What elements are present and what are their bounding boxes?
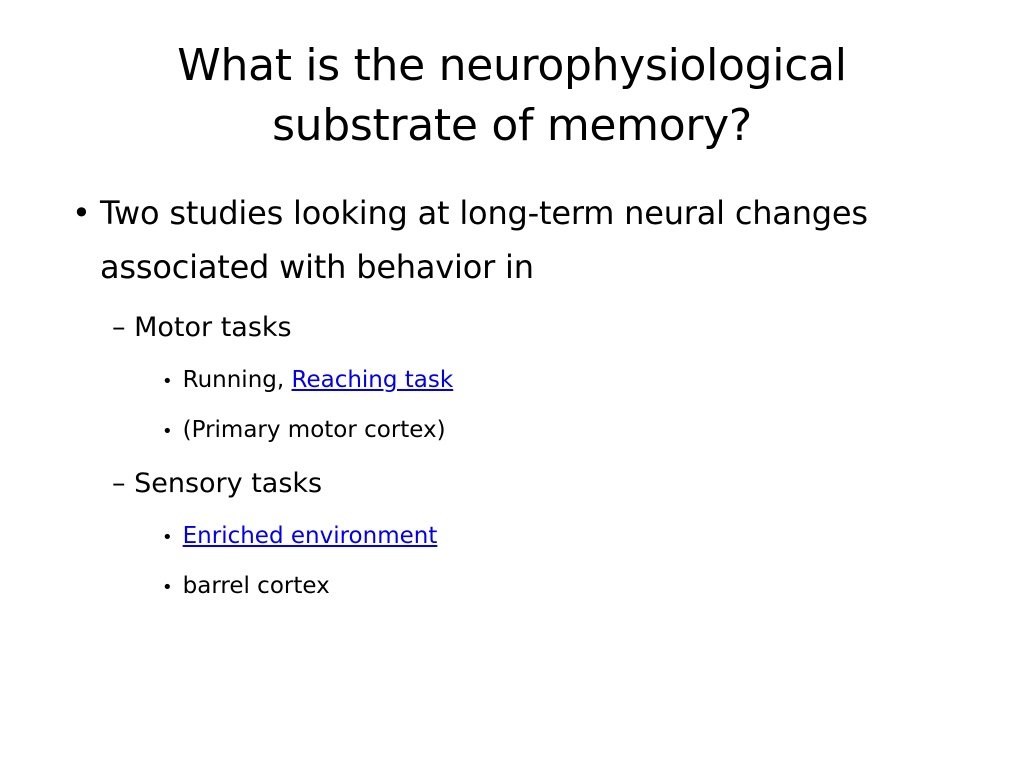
- motor-item-primary-motor-cortex: [162, 415, 446, 447]
- sensory-dash-marker: –: [112, 468, 126, 499]
- barrel-cortex-text: barrel cortex: [182, 573, 330, 599]
- sensory-item-barrel-cortex: [162, 571, 330, 603]
- motor-item-running: [162, 365, 453, 397]
- sensory-item-enriched-environment: [162, 521, 437, 553]
- enriched-environment-link[interactable]: Enriched environment: [182, 523, 438, 549]
- slide-title-line-2: substrate of memory?: [272, 100, 752, 151]
- subbullet-motor-tasks: [112, 310, 292, 346]
- primary-motor-cortex-text: (Primary motor cortex): [182, 417, 446, 443]
- subbullet-sensory-tasks: [112, 466, 322, 502]
- sensory-tasks-label: Sensory tasks: [134, 468, 323, 499]
- slide-title-line-1: What is the neurophysiological: [177, 40, 847, 91]
- sensory-item-2-marker: •: [162, 577, 173, 598]
- bullet-main-marker: •: [72, 194, 91, 232]
- motor-dash-marker: –: [112, 312, 126, 343]
- running-text: Running,: [182, 367, 292, 393]
- motor-item-1-marker: •: [162, 371, 173, 392]
- sensory-item-1-marker: •: [162, 527, 173, 548]
- motor-tasks-label: Motor tasks: [134, 312, 292, 343]
- reaching-task-link[interactable]: Reaching task: [291, 367, 454, 393]
- motor-item-2-marker: •: [162, 421, 173, 442]
- bullet-main-text: Two studies looking at long-term neural changes associated with behavior in: [100, 194, 868, 286]
